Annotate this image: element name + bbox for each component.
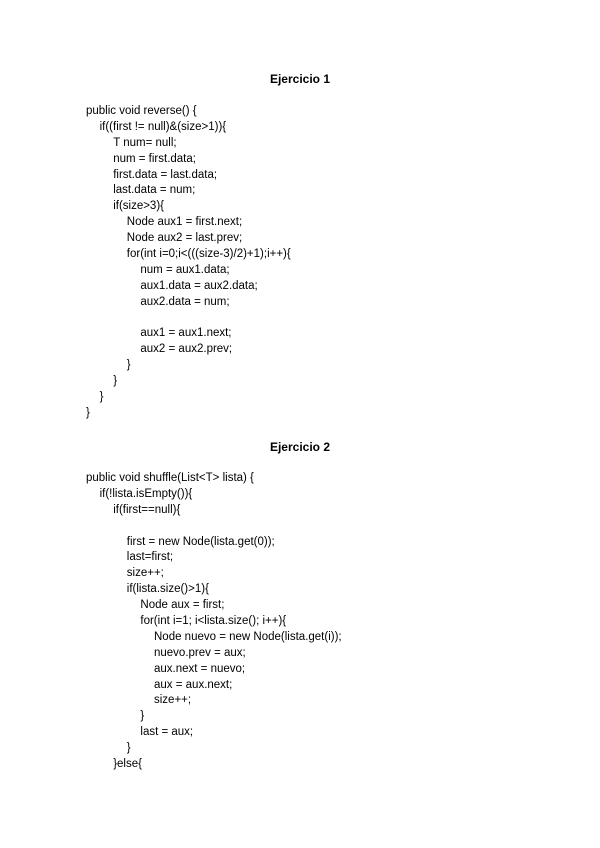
code-line: first = new Node(lista.get(0)); [126, 535, 275, 548]
code-line: }else{ [113, 758, 142, 771]
code-line: for(int i=1; i<lista.size(); i++){ [140, 615, 287, 628]
code-line: aux1.data = aux2.data; [140, 279, 258, 292]
code-line: aux1 = aux1.next; [140, 327, 232, 340]
code-line: num = first.data; [113, 152, 196, 165]
section-title-1: Ejercicio 1 [269, 72, 331, 86]
code-line: for(int i=0;i<(((size-3)/2)+1);i++){ [126, 248, 291, 261]
code-line: public void shuffle(List<T> lista) { [86, 472, 254, 484]
code-line: first.data = last.data; [113, 168, 218, 181]
code-line: size++; [126, 567, 164, 580]
code-line: T num= null; [113, 136, 177, 149]
code-line: size++; [154, 694, 192, 707]
code-line: if(first==null){ [113, 503, 181, 516]
code-line: Node aux2 = last.prev; [126, 232, 243, 245]
code-line: Node aux1 = first.next; [126, 216, 243, 229]
code-line: } [126, 742, 131, 755]
code-line: } [113, 375, 118, 388]
code-line: if(lista.size()>1){ [126, 583, 209, 596]
code-line: if(!lista.isEmpty()){ [99, 487, 193, 500]
code-line: last=first; [126, 551, 174, 564]
code-line: aux.next = nuevo; [154, 662, 246, 675]
code-line: last.data = num; [113, 184, 196, 197]
code-line: nuevo.prev = aux; [154, 646, 246, 659]
code-line: aux = aux.next; [154, 678, 233, 691]
code-line: if(size>3){ [113, 200, 164, 213]
code-line [86, 311, 291, 327]
code-block-shuffle [86, 471, 342, 773]
code-line [86, 519, 342, 535]
code-line: } [126, 359, 131, 372]
code-line: } [86, 406, 90, 419]
code-line: num = aux1.data; [140, 263, 230, 276]
code-line: Node nuevo = new Node(lista.get(i)); [154, 630, 342, 643]
code-line: last = aux; [140, 726, 194, 739]
code-block-reverse [86, 104, 291, 422]
code-line: public void reverse() { [86, 105, 197, 117]
code-line: } [140, 710, 145, 723]
code-line: } [99, 391, 104, 404]
code-line: if((first != null)&(size>1)){ [99, 120, 227, 133]
code-line: aux2 = aux2.prev; [140, 343, 233, 356]
code-line: Node aux = first; [140, 599, 225, 612]
code-line: aux2.data = num; [140, 295, 230, 308]
section-title-2: Ejercicio 2 [269, 440, 331, 454]
